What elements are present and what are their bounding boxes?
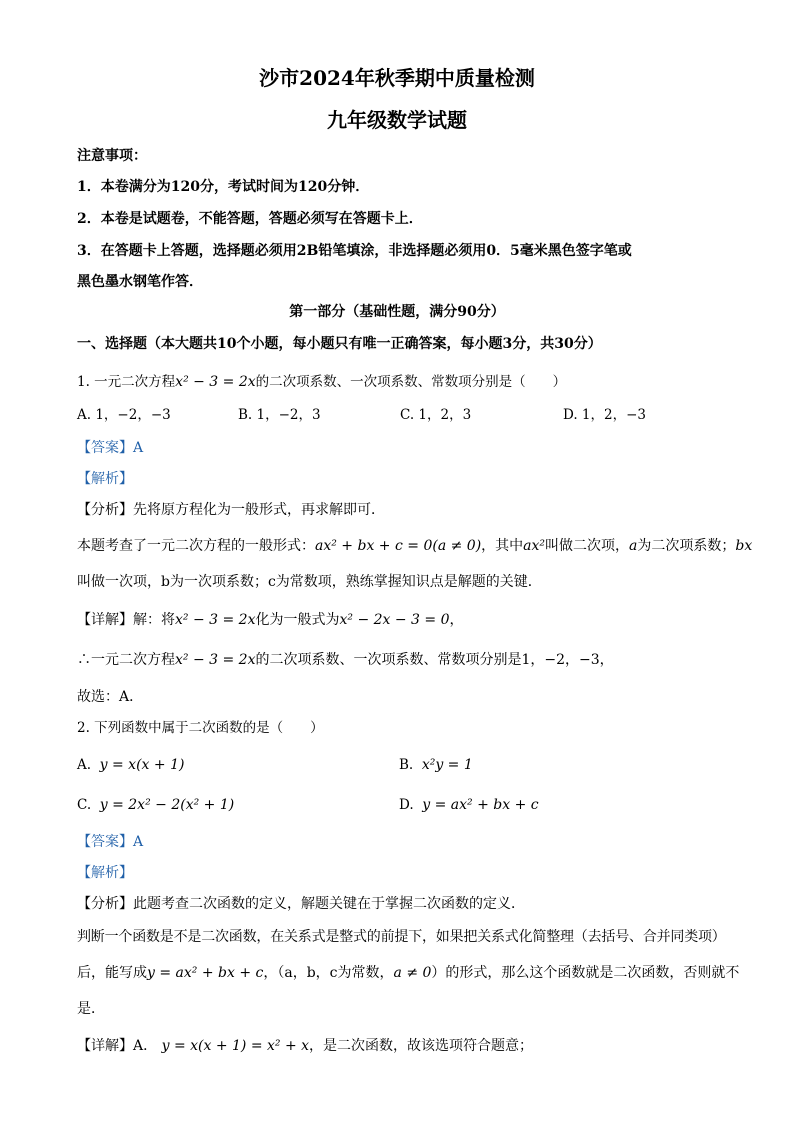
option-label: D. [399, 797, 414, 813]
notice-heading: 注意事项： [77, 148, 147, 164]
question-2-analysis-tag: 【解析】 [77, 865, 133, 881]
question-2-option-a [77, 755, 184, 775]
detail-text: 化为一般式为 [255, 612, 340, 628]
notice-item-3-cont: 黑色墨水钢笔作答． [77, 274, 203, 290]
question-2-detail [77, 1036, 533, 1056]
notice-item-2: 2．本卷是试题卷，不能答题，答题必须写在答题卡上． [77, 211, 423, 227]
question-2-option-d [399, 795, 539, 815]
question-1-analysis-tag: 【解析】 [77, 471, 133, 487]
question-2-option-b [399, 755, 473, 775]
question-2-analysis: 【分析】此题考查二次函数的定义，解题关键在于掌握二次函数的定义． [77, 896, 525, 912]
line-text: ，（a，b，c为常数， [263, 965, 394, 981]
option-expression: y = 2x² − 2(x² + 1) [99, 797, 235, 813]
question-2-answer: 【答案】A [77, 834, 144, 850]
option-expression: x²y = 1 [421, 757, 473, 773]
line-condition: a ≠ 0 [393, 965, 432, 981]
note-term: bx [735, 538, 753, 554]
detail-equation: y = x(x + 1) = x² + x [161, 1038, 310, 1054]
note-term: a [629, 538, 638, 554]
option-label: A. [77, 757, 92, 773]
detail-text: 【详解】解：将 [77, 612, 175, 628]
question-2-line-3: 是． [77, 1001, 105, 1017]
question-1-equation: x² − 3 = 2x [175, 374, 256, 390]
question-1-detail [77, 610, 464, 630]
line-equation: y = ax² + bx + c [147, 965, 264, 981]
detail-equation: x² − 2x − 3 = 0 [339, 612, 450, 628]
exam-subtitle: 九年级数学试题 [327, 108, 467, 132]
option-expression: y = ax² + bx + c [422, 797, 539, 813]
note-text: ，其中 [481, 538, 524, 554]
note-text: 本题考查了一元二次方程的一般形式： [77, 538, 315, 554]
notice-item-1: 1．本卷满分为120分，考试时间为120分钟． [77, 179, 370, 195]
question-1-conclusion: 故选：A． [77, 689, 144, 705]
question-1-option-c: C. 1，2，3 [400, 407, 472, 423]
question-1-suffix: 的二次项系数、一次项系数、常数项分别是（ ） [255, 374, 567, 390]
option-label: C. [77, 797, 92, 813]
question-1-option-b: B. 1，−2，3 [238, 407, 321, 423]
question-1-note-line-2: 叫做一次项，b为一次项系数；c为常数项，熟练掌握知识点是解题的关键． [77, 574, 542, 590]
note-term: ax² [523, 538, 546, 554]
line-text: ）的形式，那么这个函数就是二次函数，否则就不 [431, 965, 740, 981]
question-1-stem [77, 372, 566, 392]
question-1-note-line-1 [77, 536, 752, 556]
detail-text: ， [449, 612, 464, 628]
option-expression: y = x(x + 1) [99, 757, 185, 773]
notice-item-3: 3．在答题卡上答题，选择题必须用2B铅笔填涂，非选择题必须用0．5毫米黑色签字笔或 [77, 243, 632, 259]
line-text: 后，能写成 [77, 965, 147, 981]
detail-text: ，是二次函数，故该选项符合题意； [309, 1038, 534, 1054]
detail-text: 【详解】A． [77, 1038, 158, 1054]
question-1-option-a: A. 1，−2，−3 [77, 407, 171, 423]
question-1-analysis: 【分析】先将原方程化为一般形式，再求解即可． [77, 502, 385, 518]
question-1-option-d: D. 1，2，−3 [563, 407, 647, 423]
note-equation: ax² + bx + c = 0(a ≠ 0) [315, 538, 482, 554]
exam-title: 沙市2024年秋季期中质量检测 [259, 66, 535, 90]
option-label: B. [399, 757, 414, 773]
therefore-text: ∴一元二次方程 [77, 652, 175, 668]
note-text: 为二次项系数； [637, 538, 736, 554]
therefore-equation: x² − 3 = 2x [175, 652, 256, 668]
question-2-option-c [77, 795, 234, 815]
question-2-line-2 [77, 963, 739, 983]
question-2-line-1: 判断一个函数是不是二次函数，在关系式是整式的前提下，如果把关系式化简整理（去括号、合并同类项） [77, 929, 726, 945]
note-text: 叫做二次项， [545, 538, 630, 554]
question-1-answer: 【答案】A [77, 440, 144, 456]
part-heading: 第一部分（基础性题，满分90分） [289, 304, 505, 320]
question-1-therefore [77, 650, 614, 670]
question-1-prefix: 1. 一元二次方程 [77, 374, 176, 390]
therefore-text: 的二次项系数、一次项系数、常数项分别是1，−2，−3， [255, 652, 614, 668]
detail-equation: x² − 3 = 2x [175, 612, 256, 628]
section-heading: 一、选择题（本大题共10个小题，每小题只有唯一正确答案，每小题3分，共30分） [77, 336, 602, 352]
question-2-stem: 2. 下列函数中属于二次函数的是（ ） [77, 720, 324, 736]
